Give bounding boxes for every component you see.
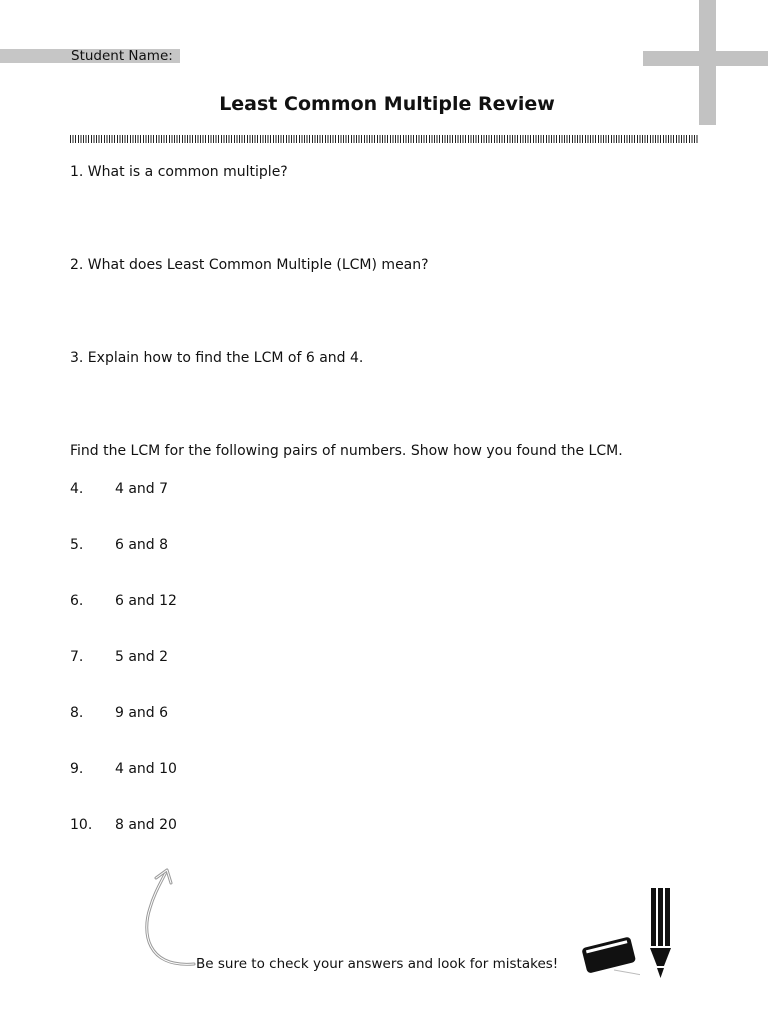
plus-icon-horizontal-bar bbox=[643, 51, 768, 66]
curved-arrow-icon bbox=[138, 864, 198, 974]
problem-pair: 6 and 12 bbox=[115, 593, 177, 609]
student-name-label: Student Name: bbox=[71, 48, 173, 64]
problem-pair: 9 and 6 bbox=[115, 705, 169, 721]
problem-pair: 4 and 10 bbox=[115, 761, 177, 777]
instructions: Find the LCM for the following pairs of numbers. Show how you found the LCM. bbox=[70, 443, 623, 459]
title-divider bbox=[70, 135, 699, 143]
problem-number: 7. bbox=[70, 649, 84, 665]
question-1: 1. What is a common multiple? bbox=[70, 164, 288, 180]
problem-number: 10. bbox=[70, 817, 93, 833]
question-2: 2. What does Least Common Multiple (LCM) mean? bbox=[70, 257, 429, 273]
problem-number: 4. bbox=[70, 481, 84, 497]
problem-number: 8. bbox=[70, 705, 84, 721]
eraser-icon bbox=[578, 932, 640, 980]
problem-number: 6. bbox=[70, 593, 84, 609]
problem-pair: 8 and 20 bbox=[115, 817, 177, 833]
pencil-icon bbox=[648, 886, 674, 980]
problem-pair: 4 and 7 bbox=[115, 481, 169, 497]
question-3: 3. Explain how to find the LCM of 6 and 4. bbox=[70, 350, 364, 366]
problem-pair: 6 and 8 bbox=[115, 537, 169, 553]
footer-reminder: Be sure to check your answers and look for mistakes! bbox=[196, 956, 559, 972]
problem-number: 9. bbox=[70, 761, 84, 777]
page-title: Least Common Multiple Review bbox=[219, 93, 555, 115]
problem-number: 5. bbox=[70, 537, 84, 553]
problem-pair: 5 and 2 bbox=[115, 649, 169, 665]
